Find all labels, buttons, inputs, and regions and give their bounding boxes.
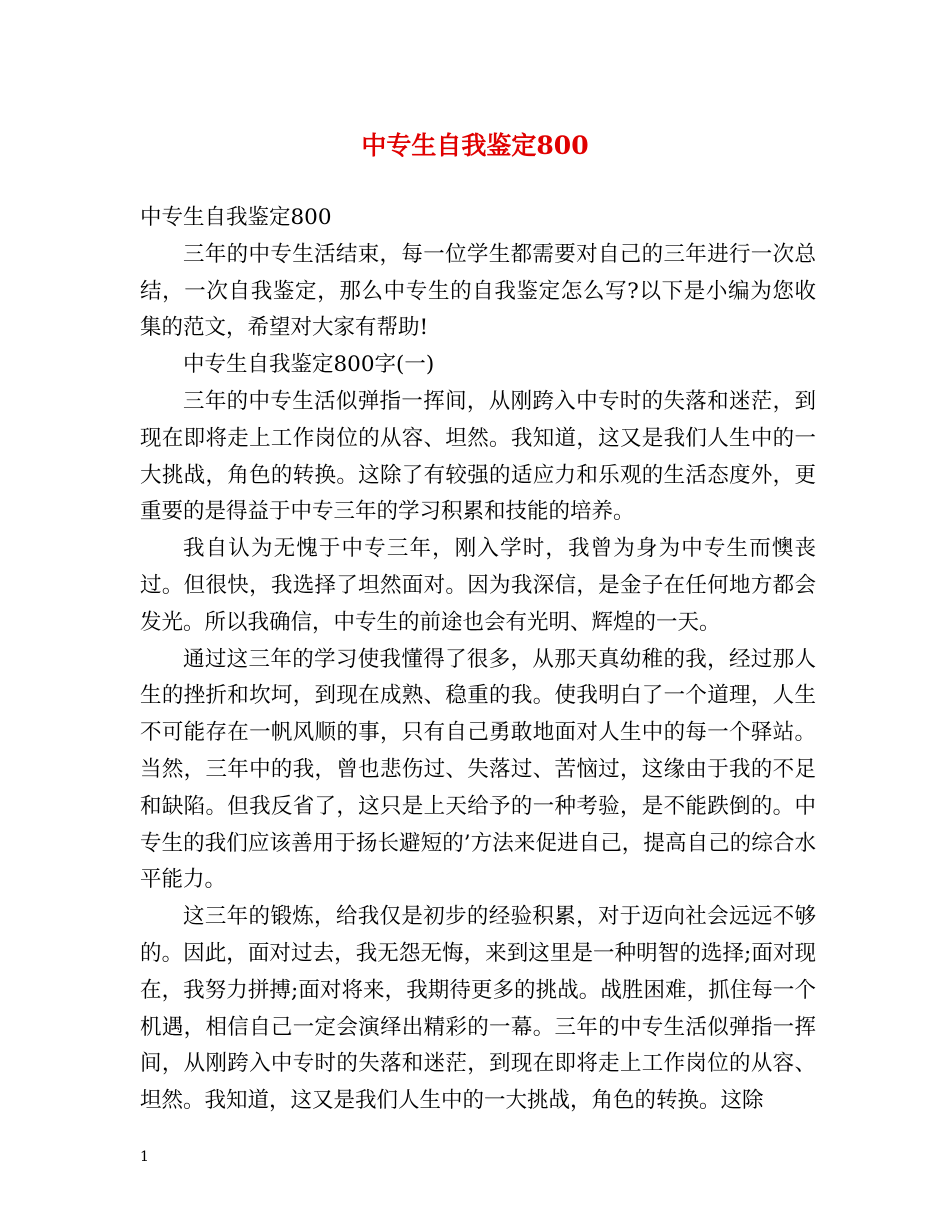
paragraph-subtitle: 中专生自我鉴定800 — [140, 205, 332, 230]
paragraph-body: 这三年的锻炼，给我仅是初步的经验积累，对于迈向社会远远不够的。因此，面对过去，我无怨无悔，来到这里是一种明智的选择;面对现在，我努力拼搏;面对将来，我期待更多的挑战。战胜困难，抓住每一个机遇，相信自己一定会演绎出精彩的一幕。三年的中专生活似弹指一挥间，从刚跨入中专时的失落和迷茫，到现在即将走上工作岗位的从容、坦然。我知道，这又是我们人生中的一大挑战，角色的转换。这除 — [140, 904, 816, 1114]
paragraph-body: 我自认为无愧于中专三年，刚入学时，我曾为身为中专生而懊丧过。但很快，我选择了坦然面对。因为我深信，是金子在任何地方都会发光。所以我确信，中专生的前途也会有光明、辉煌的一天。 — [140, 536, 816, 635]
document-title: 中专生自我鉴定800 — [361, 131, 589, 160]
paragraph-intro: 三年的中专生活结束，每一位学生都需要对自己的三年进行一次总结，一次自我鉴定，那么中专生的自我鉴定怎么写?以下是小编为您收集的范文，希望对大家有帮助! — [140, 241, 816, 341]
paragraph-body: 通过这三年的学习使我懂得了很多，从那天真幼稚的我，经过那人生的挫折和坎坷，到现在成熟、稳重的我。使我明白了一个道理，人生不可能存在一帆风顺的事，只有自己勇敢地面对人生中的每一个驿站。当然，三年中的我，曾也悲伤过、失落过、苦恼过，这缘由于我的不足和缺陷。但我反省了，这只是上天给予的一种考验，是不能跌倒的。中专生的我们应该善用于扬长避短的’方法来促进自己，提高自己的综合水平能力。 — [140, 646, 816, 893]
paragraph-body: 三年的中专生活似弹指一挥间，从刚跨入中专时的失落和迷茫，到现在即将走上工作岗位的从容、坦然。我知道，这又是我们人生中的一大挑战，角色的转换。这除了有较强的适应力和乐观的生活态度外，更重要的是得益于中专三年的学习积累和技能的培养。 — [140, 388, 816, 525]
page-number: 1 — [140, 1149, 149, 1165]
paragraph-section-heading: 中专生自我鉴定800字(一) — [183, 352, 435, 378]
document-body — [140, 200, 816, 1120]
